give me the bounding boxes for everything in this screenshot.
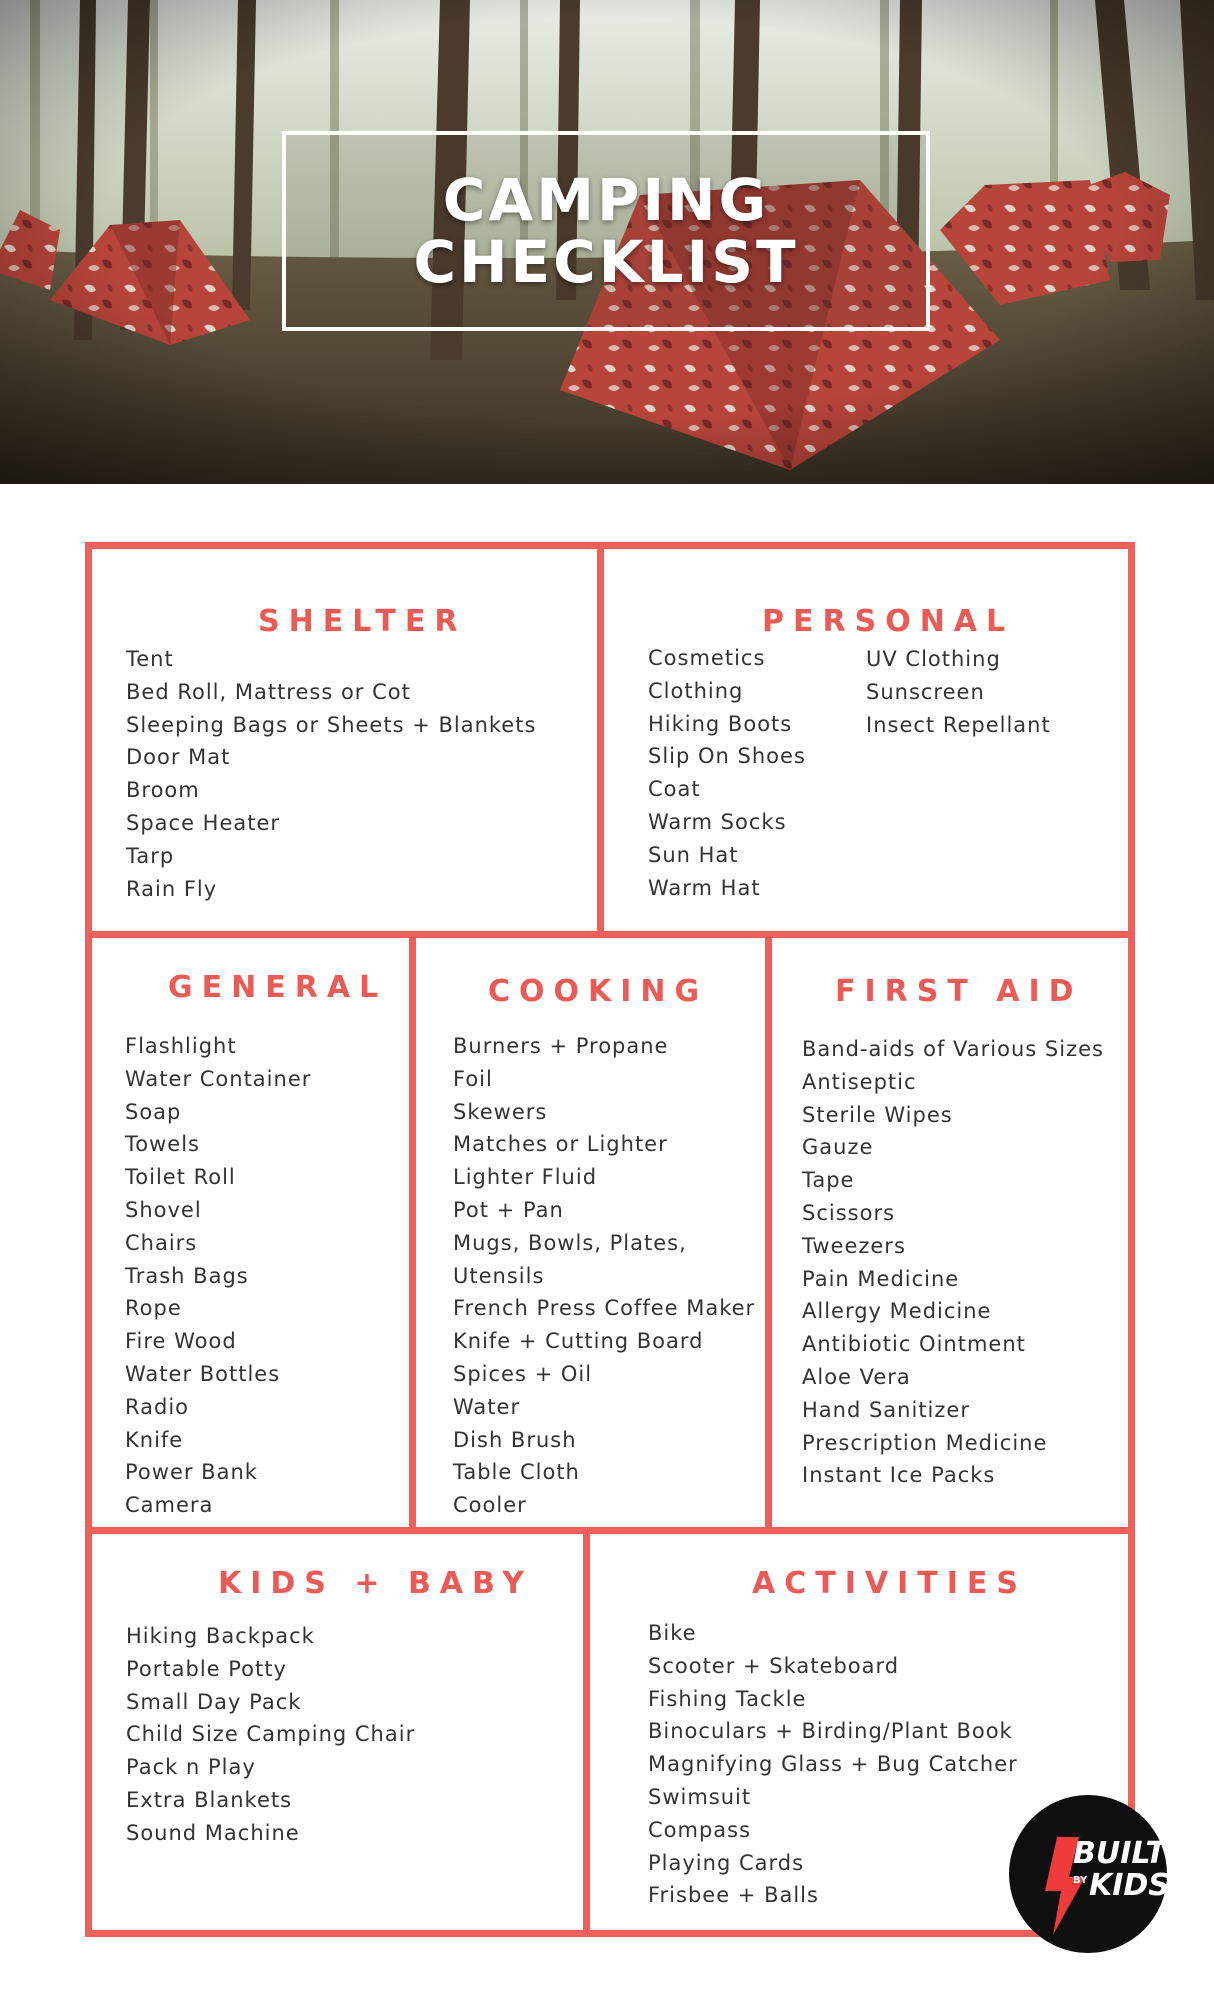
list-item: Tarp <box>126 843 175 868</box>
list-item: Door Mat <box>126 745 231 770</box>
list-item: Spices + Oil <box>453 1361 593 1386</box>
list-item: Cooler <box>453 1493 527 1518</box>
list-item: Radio <box>125 1394 190 1419</box>
list-item: Utensils <box>453 1263 545 1288</box>
list-item: Tweezers <box>802 1233 906 1258</box>
list-item: Binoculars + Birding/Plant Book <box>648 1719 1013 1744</box>
list-item: Hiking Boots <box>648 711 793 736</box>
page-title-line-2: CHECKLIST <box>413 228 799 296</box>
list-item: Insect Repellant <box>866 712 1051 737</box>
list-item: Flashlight <box>125 1034 237 1058</box>
activities-heading: ACTIVITIES <box>752 1566 1027 1601</box>
list-item: Cosmetics <box>648 646 766 670</box>
personal-list-col1 <box>648 642 806 904</box>
list-item: Water Container <box>125 1066 312 1091</box>
list-item: Sound Machine <box>126 1820 300 1845</box>
list-item: Lighter Fluid <box>453 1165 598 1190</box>
list-item: Mugs, Bowls, Plates, <box>453 1230 687 1255</box>
logo-text-kids: KIDS <box>1089 1868 1170 1903</box>
list-item: Toilet Roll <box>125 1165 236 1190</box>
list-item: Sunscreen <box>866 679 985 704</box>
list-item: Knife + Cutting Board <box>453 1329 704 1354</box>
shelter-heading: SHELTER <box>258 604 467 639</box>
list-item: Allergy Medicine <box>802 1299 992 1324</box>
list-item: Pot + Pan <box>453 1197 564 1222</box>
general-heading: GENERAL <box>168 970 388 1005</box>
list-item: Sleeping Bags or Sheets + Blankets <box>126 712 537 737</box>
list-item: French Press Coffee Maker <box>453 1296 756 1321</box>
list-item: Band-aids of Various Sizes <box>802 1037 1104 1061</box>
list-item: Power Bank <box>125 1460 258 1485</box>
list-item: Broom <box>126 778 200 803</box>
list-item: Chairs <box>125 1230 198 1255</box>
list-item: Matches or Lighter <box>453 1132 668 1157</box>
list-item: Skewers <box>453 1099 548 1124</box>
list-item: Prescription Medicine <box>802 1430 1048 1455</box>
list-item: Clothing <box>648 678 744 703</box>
list-item: Dish Brush <box>453 1427 577 1452</box>
list-item: Portable Potty <box>126 1656 287 1681</box>
list-item: Foil <box>453 1066 493 1091</box>
list-item: Frisbee + Balls <box>648 1883 819 1908</box>
list-item: Small Day Pack <box>126 1689 302 1714</box>
list-item: Sterile Wipes <box>802 1102 953 1127</box>
cooking-heading: COOKING <box>488 974 709 1009</box>
list-item: Scooter + Skateboard <box>648 1653 900 1678</box>
cooking-list <box>453 1030 755 1522</box>
personal-list-col2 <box>866 643 1051 741</box>
list-item: Trash Bags <box>125 1263 249 1288</box>
list-item: Knife <box>125 1427 184 1452</box>
logo-text-by: BY <box>1073 1875 1088 1886</box>
page-title-line-1: CAMPING <box>442 166 770 234</box>
list-item: UV Clothing <box>866 647 1001 671</box>
list-item: Child Size Camping Chair <box>126 1722 416 1747</box>
list-item: Gauze <box>802 1135 874 1160</box>
list-item: Tent <box>126 647 174 671</box>
list-item: Bed Roll, Mattress or Cot <box>126 679 411 704</box>
list-item: Extra Blankets <box>126 1787 293 1812</box>
list-item: Pack n Play <box>126 1755 256 1780</box>
list-item: Shovel <box>125 1197 202 1222</box>
logo-text-built: BUILT <box>1073 1836 1167 1871</box>
personal-heading: PERSONAL <box>762 604 1015 639</box>
list-item: Pain Medicine <box>802 1266 960 1291</box>
list-item: Rope <box>125 1296 182 1321</box>
list-item: Coat <box>648 777 701 802</box>
first-aid-heading: FIRST AID <box>835 974 1083 1009</box>
kids-baby-heading: KIDS + BABY <box>218 1566 533 1601</box>
list-item: Slip On Shoes <box>648 744 806 769</box>
list-item: Aloe Vera <box>802 1364 911 1389</box>
list-item: Warm Hat <box>648 875 761 900</box>
list-item: Compass <box>648 1817 752 1842</box>
list-item: Space Heater <box>126 810 281 835</box>
list-item: Soap <box>125 1099 182 1124</box>
list-item: Fire Wood <box>125 1329 237 1354</box>
list-item: Fishing Tackle <box>648 1686 807 1711</box>
list-item: Water <box>453 1394 521 1419</box>
list-item: Hiking Backpack <box>126 1624 315 1648</box>
kids-baby-list <box>126 1620 415 1850</box>
list-item: Swimsuit <box>648 1784 752 1809</box>
shelter-list <box>126 643 536 905</box>
list-item: Scissors <box>802 1200 896 1225</box>
list-item: Burners + Propane <box>453 1034 669 1058</box>
hero-photo <box>0 0 1214 484</box>
list-item: Hand Sanitizer <box>802 1397 970 1422</box>
list-item: Table Cloth <box>453 1460 580 1485</box>
list-item: Playing Cards <box>648 1850 805 1875</box>
list-item: Bike <box>648 1621 697 1645</box>
activities-list <box>648 1617 1018 1912</box>
list-item: Antiseptic <box>802 1069 917 1094</box>
built-by-kids-logo <box>1009 1795 1170 1953</box>
list-item: Towels <box>125 1132 200 1157</box>
list-item: Rain Fly <box>126 876 218 901</box>
list-item: Antibiotic Ointment <box>802 1332 1026 1357</box>
general-list <box>125 1030 311 1522</box>
first-aid-list <box>802 1033 1104 1492</box>
list-item: Warm Socks <box>648 809 787 834</box>
list-item: Water Bottles <box>125 1361 281 1386</box>
list-item: Magnifying Glass + Bug Catcher <box>648 1752 1018 1777</box>
list-item: Camera <box>125 1493 214 1518</box>
list-item: Sun Hat <box>648 842 739 867</box>
title-box <box>282 131 930 331</box>
list-item: Instant Ice Packs <box>802 1463 996 1488</box>
list-item: Tape <box>802 1168 855 1193</box>
